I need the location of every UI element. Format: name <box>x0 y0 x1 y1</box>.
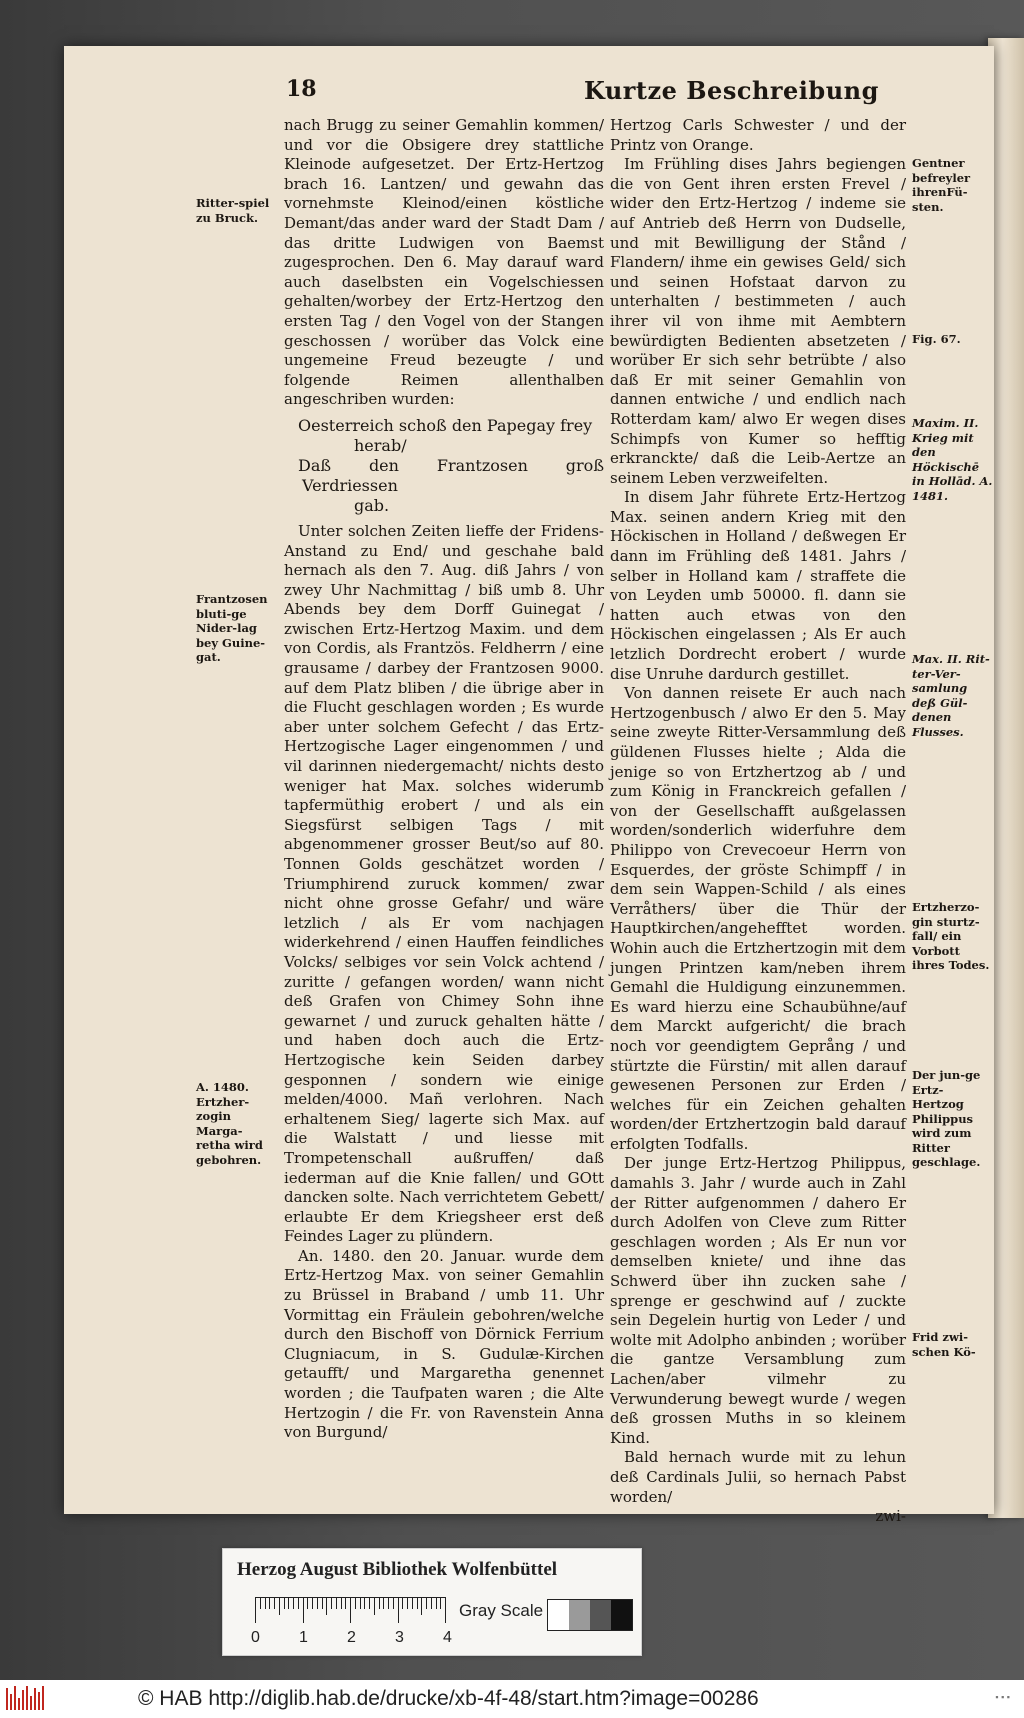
margin-note: A. 1480. Ertzher-zogin Marga-retha wird gebohren. <box>196 1080 263 1167</box>
ruler-label: 3 <box>395 1629 404 1646</box>
logo-bar <box>14 1686 16 1710</box>
ruler-tick <box>265 1597 266 1609</box>
paragraph: nach Brugg zu seiner Gemahlin kommen/ und vor die Obsigere drey stattliche Kleinode aufgesetzet. Der Ertz-Hertzog brach 16. Lantzen/ und gewahn das vornehmste Kleinod/einen köstliche Demant/das ander ward der Stadt Dam / das dritte Ludwigen von Baemst zugesprochen. Den 6. May darauf ward auch daselbsten ein Vogelschiessen gehalten/worbey der Ertz-Hertzog den ersten Tag / den Vogel von der Stangen geschossen / worüber das Volck eine ungemeine Freud bezeugte / und folgende Reimen allenthalben angeschriben wurden: <box>284 116 604 409</box>
ruler-tick <box>326 1597 327 1615</box>
page-number: 18 <box>286 76 317 102</box>
margin-note: Frantzosen bluti-ge Nider-lag bey Guine-gat. <box>196 592 268 664</box>
verse-block <box>298 416 604 516</box>
paragraph: An. 1480. den 20. Januar. wurde dem Ertz-Hertzog Max. von seiner Gemahlin zu Brüssel in Braband / umb 11. Uhr Vormittag ein Fräulein gebohren/welche durch den Bischoff von Dörnick Ferrium Clugniacum, in S. Gudulæ-Kirchen getaufft/ und Margaretha genennet worden ; die Taufpaten waren ; die Alte Hertzogin / die Fr. von Ravenstein Anna von Burgund/ <box>284 1246 604 1442</box>
ruler-tick <box>345 1597 346 1609</box>
paragraph: Hertzog Carls Schwester / und der Printz von Orange. <box>610 116 906 154</box>
ruler-tick <box>436 1597 437 1609</box>
running-title: Kurtze Beschreibung <box>584 76 879 105</box>
logo-bar <box>10 1694 12 1710</box>
ruler-tick <box>350 1597 351 1623</box>
logo-bar <box>38 1692 40 1710</box>
paragraph: Bald hernach wurde mit zu lehun deß Cardinals Julii, so hernach Pabst worden/ <box>610 1448 906 1506</box>
margin-note: Ertzherzo-gin sturtz-fall/ ein Vorbott ihres Todes. <box>912 900 990 972</box>
text-column-right <box>610 116 906 1527</box>
ruler-tick <box>322 1597 323 1609</box>
ruler-tick <box>398 1597 399 1623</box>
ruler-tick <box>374 1597 375 1615</box>
verse-line: Oesterreich schoß den Papegay frey <box>298 415 593 435</box>
ruler-tick <box>388 1597 389 1609</box>
paragraph: Unter solchen Zeiten lieffe der Fridens-Anstand zu End/ und geschahe bald hernach als den 7. Aug. diß Jahrs / von zwey Uhr Nachmittag / biß umb 8. Uhr Abends bey dem Dorff Guinegat / zwischen Ertz-Hertzog Maxim. und dem von Cordis, als Frantzös. Feldherrn / eine grausame / darbey der Frantzosen 9000. auf dem Platz bliben / die übrige aber in die Flucht geschlagen worden ; Es wurde aber unter solchem Gefecht / das Ertz-Hertzogische Lager eingenommen / und vil darinnen niedergemacht/ nichts desto weniger hat Max. solches widerumb tapfermüthig erobert / und als ein Siegsfürst selbigen Tags / mit abgenommener grosser Beut/so auf 80. Tonnen Golds geschätzet worden / Triumphirend zuruck kommen/ zwar nicht ohne grosse Gefahr/ und wäre letzlich / als Er vom nachjagen widerkehrend / einen Hauffen feindliches Volcks/ selbiges vor sein Volck achtend / zuritte / gefangen worden/ wann nicht deß Grafen von Chimey Sohn ihne gewarnet / und zuruck gehalten hätte / und haben doch auch die Ertz-Hertzogische kein Seiden darbey gesponnen / sondern wie einige melden/4000. Mañ verlohren. Nach erhaltenem Sieg/ lagerte sich Max. auf die Walstatt / und liesse mit Trompetenschall außruffen/ daß iederman auf die Knie fallen/ und GOtt dancken solte. Nach verrichtetem Gebett/ erlaubte Er dem Kriegsheer erst deß Feindes Lager zu plündern. <box>284 521 604 1246</box>
logo-bar <box>22 1690 24 1710</box>
margin-note: Gentner befreyler ihrenFü-sten. <box>912 156 971 214</box>
margin-note: Frid zwi-schen Kö- <box>912 1330 976 1359</box>
swatch <box>548 1600 569 1630</box>
logo-bar <box>34 1688 36 1710</box>
ruler-tick <box>298 1597 299 1609</box>
verse-line: gab. <box>354 495 390 515</box>
ruler <box>255 1597 445 1627</box>
ruler-tick <box>431 1597 432 1609</box>
swatch <box>569 1600 590 1630</box>
logo-bar <box>6 1688 8 1710</box>
ruler-tick <box>379 1597 380 1609</box>
ruler-label: 1 <box>299 1629 308 1646</box>
ruler-tick <box>260 1597 261 1609</box>
logo-bar <box>18 1698 20 1710</box>
ruler-tick <box>279 1597 280 1615</box>
margin-note: Max. II. Rit-ter-Ver-samlung deß Gül-denen Flusses. <box>912 652 990 739</box>
paragraph: Im Frühling dises Jahrs begiengen die von Gent ihren ersten Frevel / wider den Ertz-Hertzog / indeme sie auf Antrieb deß Herrn von Dudselle, und mit Bewilligung der Stånd / Flandern/ ihme ein gewises Geld/ sich und seinen Hofstaat darvon zu unterhalten / bestimmeten / auch ihrer vil von ihme mit Aembtern bewürdigten Bedienten absetzeten / worüber Er sich sehr betrübte / also daß Er mit seiner Gemahlin von dannen entwiche / und endlich nach Rotterdam kam/ alwo Er wegen dises Schimpfs von Kumer so hefftig erkranckte/ daß die Leib-Aertze an seinem Leben verzweifelten. <box>610 155 906 487</box>
verse-line: herab/ <box>354 435 407 455</box>
ruler-label: 2 <box>347 1629 356 1646</box>
footer-bar <box>0 1680 1024 1718</box>
ruler-tick <box>364 1597 365 1609</box>
ruler-tick <box>355 1597 356 1609</box>
ruler-tick <box>360 1597 361 1609</box>
ruler-label: 0 <box>251 1629 260 1646</box>
ruler-tick <box>284 1597 285 1609</box>
paragraph: Von dannen reisete Er auch nach Hertzogenbusch / alwo Er den 5. May seine zweyte Ritter-Versammlung deß güldenen Flusses hielte ; Alda die jenige so von Ertzhertzog ab / und zum König in Franckreich gefallen / von der Gesellschafft außgelassen worden/sonderlich widerfuhre dem Philippo von Crevecoeur Herrn von Esquerdes, der gröste Schimpff / in dem sein Wappen-Schild / als eines Verråthers/ über die Thür der Hauptkirchen/angehefftet worden. Wohin auch die Ertzhertzogin mit dem jungen Printzen kam/neben ihrem Gemahl die Huldigung einzunemmen. Es ward hierzu eine Schaubühne/auf dem Marckt aufgericht/ die brach noch vor geendigtem Geprång / und stürtzte die Fürstin/ mit allen darauf gewesenen Personen zur Erden / welches für ein Zeichen gehalten worden/der Ertzhertzogin bald darauf erfolgten Todfalls. <box>610 684 906 1153</box>
ruler-tick <box>412 1597 413 1609</box>
margin-note: Fig. 67. <box>912 332 961 346</box>
ruler-tick <box>307 1597 308 1609</box>
ruler-tick <box>255 1597 256 1623</box>
ruler-tick <box>293 1597 294 1609</box>
ruler-tick <box>440 1597 441 1609</box>
paragraph: In disem Jahr führete Ertz-Hertzog Max. seinen andern Krieg mit den Höckischen in Holland / deßwegen Er dann im Frühling deß 1481. Jahrs / selber in Holland kam / straffete die von Leyden umb 50000. fl. dann sie hatten auch etwas von den Höckischen eingelassen ; Als Er auch letzlich Dordrecht erobert / wurde dise Unruhe dardurch gestillet. <box>610 488 906 683</box>
catchword: zwi- <box>875 1507 906 1526</box>
text-column-left <box>284 116 604 1443</box>
paragraph: Der junge Ertz-Hertzog Philippus, damahls 3. Jahr / wurde auch in Zahl der Ritter aufgenommen / dahero Er durch Adolfen von Cleve zum Ritter geschlagen worden ; Als Er nun vor demselben kniete/ und ihne das Schwerd über ihn zucken sahe / sprenge er geschwind auf / zuckte sein Degelein hurtig von Leder / und wolte mit Adolpho anbinden ; worüber die gantze Versamblung zum Lachen/aber vilmehr zu Verwunderung bewegt wurde / wegen deß grossen Muths in so kleinem Kind. <box>610 1154 906 1447</box>
logo-bar <box>42 1686 44 1710</box>
margin-note: Maxim. II. Krieg mit den Höckischē in Hollād. A. 1481. <box>912 416 993 503</box>
swatch <box>611 1600 632 1630</box>
copyright-url[interactable]: © HAB http://diglib.hab.de/drucke/xb-4f-48/start.htm?image=00286 <box>138 1687 759 1710</box>
ruler-tick <box>312 1597 313 1609</box>
ruler-label: 4 <box>443 1629 452 1646</box>
ruler-tick <box>426 1597 427 1609</box>
ruler-tick <box>417 1597 418 1609</box>
ruler-tick <box>331 1597 332 1609</box>
verse-line: Daß den Frantzosen groß Verdriessen <box>298 455 604 495</box>
margin-note: Ritter-spiel zu Bruck. <box>196 196 270 225</box>
ruler-tick <box>341 1597 342 1609</box>
ruler-tick <box>421 1597 422 1615</box>
ruler-tick <box>336 1597 337 1609</box>
ruler-tick <box>269 1597 270 1609</box>
ruler-tick <box>288 1597 289 1609</box>
logo-bar <box>30 1696 32 1710</box>
ruler-tick <box>407 1597 408 1609</box>
ruler-tick <box>274 1597 275 1609</box>
library-name: Herzog August Bibliothek Wolfenbüttel <box>237 1559 558 1580</box>
swatch <box>590 1600 611 1630</box>
ruler-tick <box>369 1597 370 1609</box>
grayscale-swatches <box>547 1599 633 1631</box>
color-scale-bar <box>222 1548 642 1656</box>
running-head <box>64 76 994 112</box>
ruler-tick <box>445 1597 446 1623</box>
ruler-tick <box>383 1597 384 1609</box>
grayscale-label: Gray Scale <box>459 1601 544 1620</box>
margin-note: Der jun-ge Ertz-Hertzog Philippus wird zum Ritter geschlage. <box>912 1068 981 1169</box>
book-page <box>64 46 994 1526</box>
ruler-tick <box>303 1597 304 1623</box>
ruler-tick <box>317 1597 318 1609</box>
ruler-tick <box>402 1597 403 1609</box>
footer-mark: ▪ ▪ ▪ <box>995 1692 1010 1702</box>
logo-bar <box>26 1686 28 1710</box>
hab-logo-icon <box>6 1686 46 1710</box>
ruler-tick <box>393 1597 394 1609</box>
